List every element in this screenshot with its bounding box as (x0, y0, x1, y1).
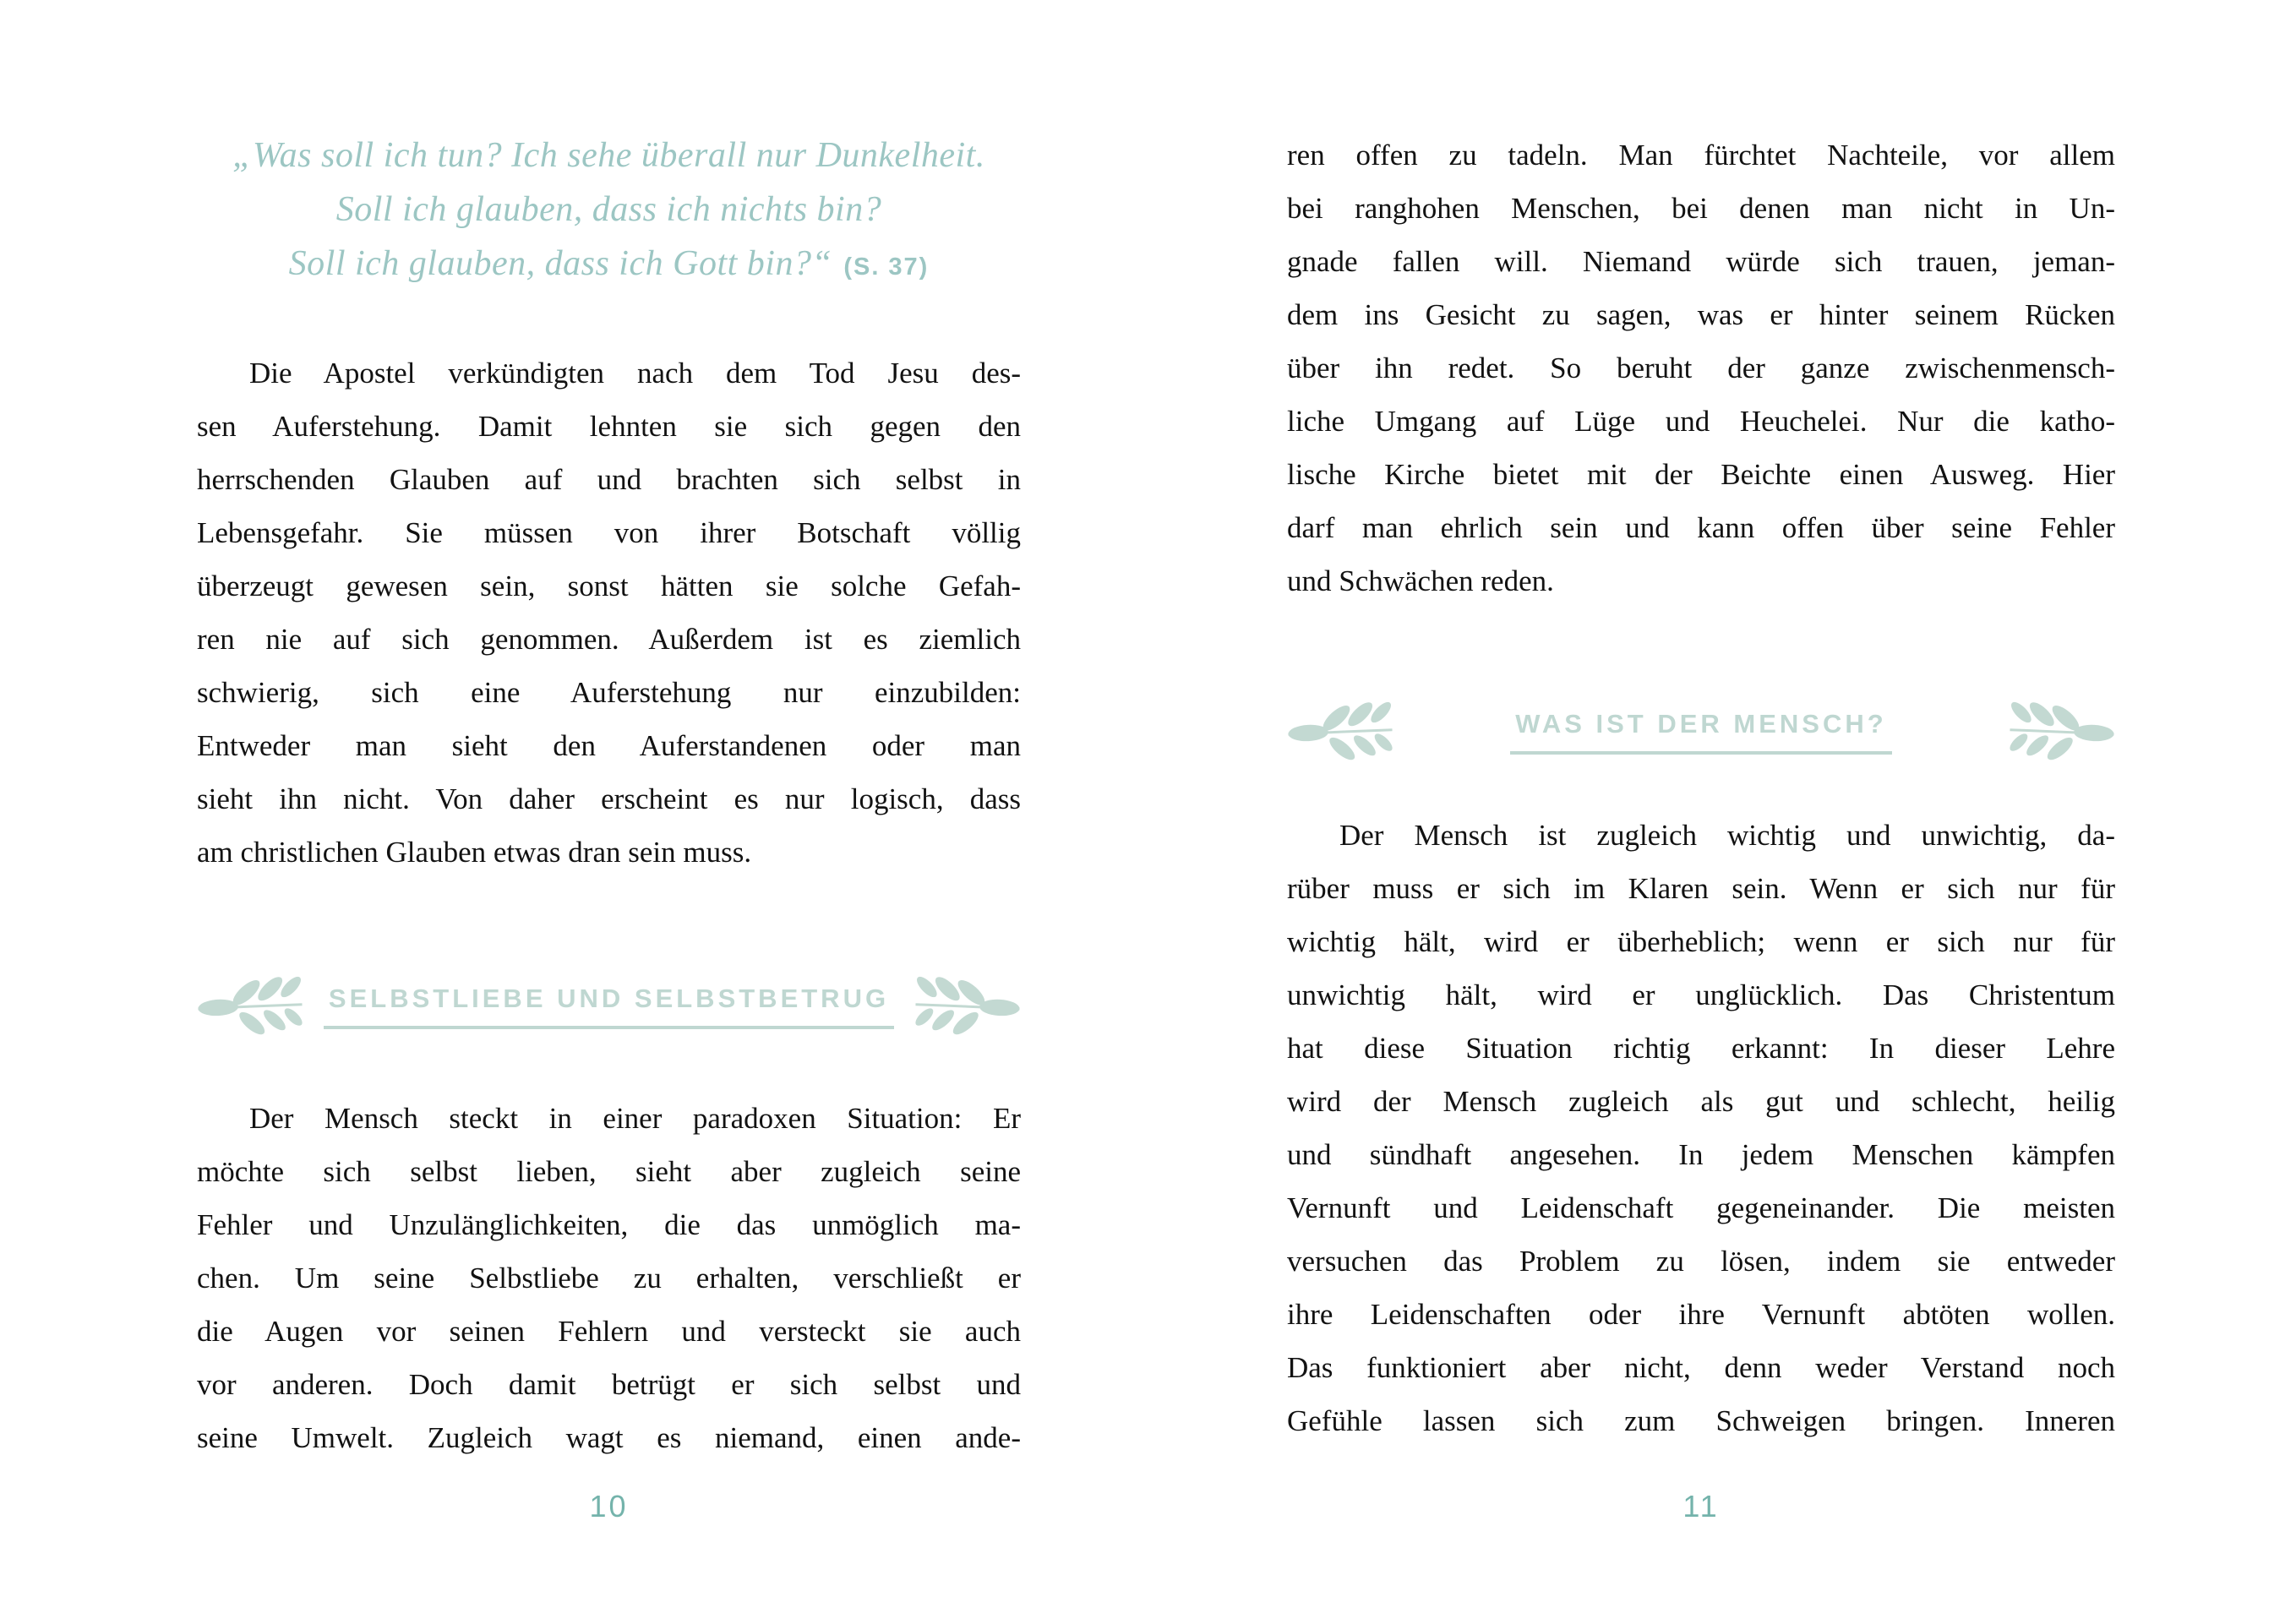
paragraph-line: herrschenden Glauben auf und brachten sich selbst in (197, 463, 1021, 496)
quote-line: „Was soll ich tun? Ich sehe überall nur Dunkelheit. (232, 136, 985, 175)
paragraph-line: am christlichen Glauben etwas dran sein muss. (197, 836, 752, 869)
paragraph-line: Der Mensch steckt in einer paradoxen Situation: Er (249, 1102, 1021, 1135)
paragraph-line: und sündhaft angesehen. In jedem Menschen kämpfen (1287, 1138, 2115, 1171)
quote-line-text: Soll ich glauben, dass ich Gott bin?“ (288, 244, 832, 283)
paragraph-line: sen Auferstehung. Damit lehnten sie sich gegen den (197, 410, 1021, 443)
paragraph-line: chen. Um seine Selbstliebe zu erhalten, verschließt er (197, 1262, 1021, 1294)
page-number: 11 (1682, 1489, 1720, 1523)
body-paragraph (1287, 809, 2115, 1447)
page-number: 10 (589, 1489, 629, 1523)
body-paragraph (197, 346, 1021, 879)
paragraph-line: Der Mensch ist zugleich wichtig und unwichtig, da- (1339, 819, 2115, 852)
paragraph-line: möchte sich selbst lieben, sieht aber zugleich seine (197, 1155, 1021, 1188)
paragraph-line: ihre Leidenschaften oder ihre Vernunft abtöten wollen. (1287, 1298, 2115, 1331)
paragraph-line: Gefühle lassen sich zum Schweigen bringen. Inneren (1287, 1404, 2115, 1437)
paragraph-line: Entweder man sieht den Auferstandenen oder man (197, 729, 1021, 762)
paragraph-line: ren nie auf sich genommen. Außerdem ist es ziemlich (197, 623, 1021, 656)
laurel-branch-icon (914, 971, 1021, 1042)
paragraph-line: überzeugt gewesen sein, sonst hätten sie solche Gefah- (197, 570, 1021, 602)
section-heading-label: SELBSTLIEBE UND SELBSTBETRUG (324, 984, 894, 1029)
laurel-branch-icon (1287, 696, 1393, 767)
paragraph-line: hat diese Situation richtig erkannt: In dieser Lehre (1287, 1032, 2115, 1065)
paragraph-line: seine Umwelt. Zugleich wagt es niemand, einen ande- (197, 1421, 1021, 1454)
paragraph-line: gnade fallen will. Niemand würde sich trauen, jeman- (1287, 245, 2115, 278)
paragraph-line: Fehler und Unzulänglichkeiten, die das unmöglich ma- (197, 1208, 1021, 1241)
pull-quote (197, 128, 1021, 294)
quote-line: Soll ich glauben, dass ich nichts bin? (335, 190, 882, 229)
paragraph-line: schwierig, sich eine Auferstehung nur einzubilden: (197, 676, 1021, 709)
paragraph-line: dem ins Gesicht zu sagen, was er hinter seinem Rücken (1287, 298, 2115, 331)
paragraph-line: rüber muss er sich im Klaren sein. Wenn er sich nur für (1287, 872, 2115, 905)
paragraph-line: über ihn redet. So beruht der ganze zwischenmensch- (1287, 352, 2115, 384)
paragraph-line: sieht ihn nicht. Von daher erscheint es nur logisch, dass (197, 782, 1021, 815)
left-page (197, 0, 1021, 1597)
section-heading-label: WAS IST DER MENSCH? (1510, 709, 1891, 755)
paragraph-line: Die Apostel verkündigten nach dem Tod Jesu des- (249, 357, 1021, 390)
paragraph-line: vor anderen. Doch damit betrügt er sich selbst und (197, 1368, 1021, 1401)
paragraph-line: die Augen vor seinen Fehlern und versteckt sie auch (197, 1315, 1021, 1348)
section-heading (197, 960, 1021, 1053)
paragraph-line: versuchen das Problem zu lösen, indem sie entweder (1287, 1245, 2115, 1278)
paragraph-line: Das funktioniert aber nicht, denn weder Verstand noch (1287, 1351, 2115, 1384)
quote-line (197, 237, 1021, 294)
paragraph-line: bei ranghohen Menschen, bei denen man nicht in Un- (1287, 192, 2115, 225)
paragraph-line: unwichtig hält, wird er unglücklich. Das Christentum (1287, 978, 2115, 1011)
paragraph-line: und Schwächen reden. (1287, 564, 1554, 597)
paragraph-line: wird der Mensch zugleich als gut und schlecht, heilig (1287, 1085, 2115, 1118)
laurel-branch-icon (2009, 696, 2115, 767)
section-heading (1287, 685, 2115, 778)
body-paragraph (197, 1092, 1021, 1464)
paragraph-line: Vernunft und Leidenschaft gegeneinander. Die meisten (1287, 1191, 2115, 1224)
laurel-branch-icon (197, 971, 303, 1042)
paragraph-line: Lebensgefahr. Sie müssen von ihrer Botschaft völlig (197, 516, 1021, 549)
paragraph-line: lische Kirche bietet mit der Beichte einen Ausweg. Hier (1287, 458, 2115, 491)
paragraph-line: ren offen zu tadeln. Man fürchtet Nachteile, vor allem (1287, 139, 2115, 172)
paragraph-line: wichtig hält, wird er überheblich; wenn er sich nur für (1287, 925, 2115, 958)
right-page (1287, 0, 2115, 1597)
quote-citation: (S. 37) (843, 253, 930, 281)
paragraph-line: liche Umgang auf Lüge und Heuchelei. Nur die katho- (1287, 405, 2115, 438)
paragraph-line: darf man ehrlich sein und kann offen über seine Fehler (1287, 511, 2115, 544)
body-paragraph (1287, 128, 2115, 608)
